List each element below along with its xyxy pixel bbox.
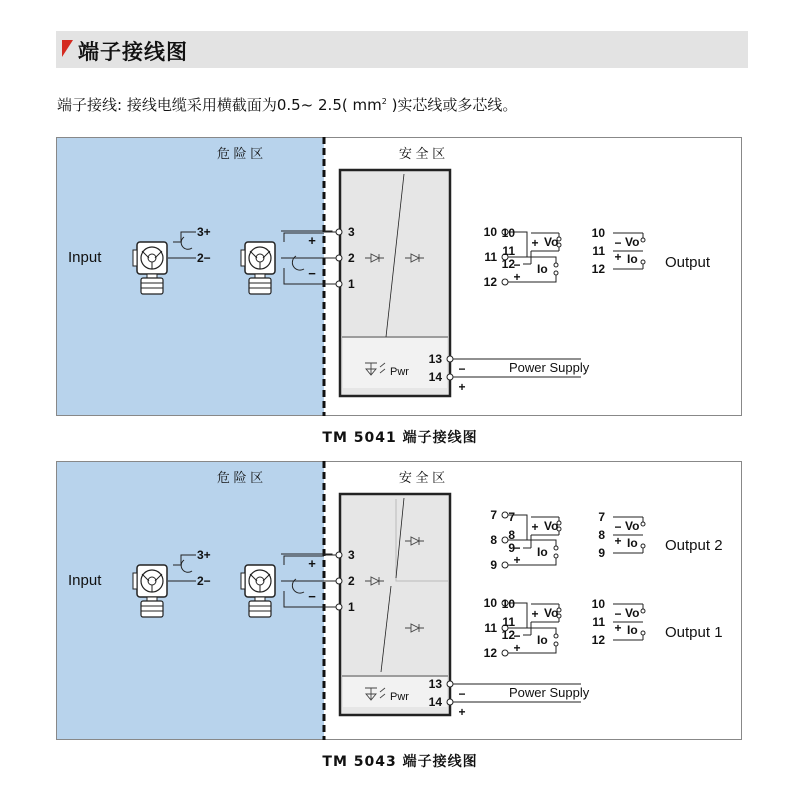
output-label: Output — [665, 254, 711, 271]
sensor-plus-label: 3+ — [197, 225, 211, 239]
power-terminal-label: 13 — [428, 352, 442, 366]
in-terminal-dot — [336, 281, 342, 287]
io-dot — [554, 271, 558, 275]
pwr-label: Pwr — [390, 691, 409, 703]
io-plus: + — [513, 641, 521, 655]
dual-terminal-label: 10 — [591, 597, 605, 611]
dual-terminal-label: 7 — [598, 510, 605, 524]
in-terminal-dot — [336, 229, 342, 235]
intro-superscript: 2 — [381, 97, 387, 106]
wiring-diagram-tm5043 — [56, 461, 742, 740]
power-terminal-label: 13 — [428, 677, 442, 691]
vo-terminal-label: 12 — [501, 257, 515, 271]
in-terminal-label: 1 — [348, 600, 355, 614]
vo-terminal-label: 9 — [508, 541, 515, 555]
vo-label: Vo — [544, 606, 559, 620]
transmitter-left-port — [133, 250, 137, 266]
input-label: Input — [68, 249, 102, 266]
loop-minus: − — [308, 266, 316, 281]
output-label: Output 1 — [665, 624, 723, 641]
io-dot — [554, 263, 558, 267]
vo-terminal-label: 11 — [502, 615, 515, 629]
vo-terminal-label: 10 — [501, 226, 515, 240]
dual-dot — [641, 260, 645, 264]
intro-text-after: )实芯线或多芯线。 — [386, 96, 518, 114]
transmitter-body — [141, 601, 163, 617]
vo-terminal-label: 12 — [501, 628, 515, 642]
vo-label: Vo — [544, 235, 559, 249]
intro-text — [57, 94, 517, 115]
dual-terminal-label: 12 — [591, 633, 605, 647]
in-terminal-dot — [336, 255, 342, 261]
power-terminal-dot — [447, 374, 453, 380]
out-terminal-label: 11 — [484, 250, 497, 264]
out-terminal-label: 10 — [483, 596, 497, 610]
dual-plus: + — [614, 250, 622, 264]
vo-plus-sign: + — [531, 236, 539, 250]
dual-terminal-label: 11 — [592, 244, 605, 258]
power-supply-label: Power Supply — [509, 360, 590, 375]
power-terminal-label: 14 — [428, 370, 442, 384]
dual-terminal-label: 11 — [592, 615, 605, 629]
dual-dot — [641, 522, 645, 526]
in-terminal-label: 3 — [348, 225, 355, 239]
io-label: Io — [537, 545, 548, 559]
dual-dot — [641, 609, 645, 613]
vo-plus-sign: + — [531, 607, 539, 621]
dual-terminal-label: 8 — [598, 528, 605, 542]
dual-terminal-label: 9 — [598, 546, 605, 560]
vo-terminal-label: 8 — [508, 528, 515, 542]
power-plus: + — [458, 705, 466, 719]
output-label: Output 2 — [665, 537, 723, 554]
dual-dot — [641, 544, 645, 548]
in-terminal-dot — [336, 552, 342, 558]
dual-dot — [641, 631, 645, 635]
dual-vo-label: Vo — [625, 235, 640, 249]
out-terminal-dot — [502, 279, 508, 285]
dual-minus: − — [614, 520, 622, 534]
dual-io-label: Io — [627, 623, 638, 637]
dual-io-label: Io — [627, 536, 638, 550]
sensor-minus-label: 2− — [197, 574, 211, 588]
power-terminal-dot — [447, 699, 453, 705]
out-terminal-label: 12 — [483, 646, 497, 660]
loop-plus: + — [308, 233, 316, 248]
pwr-label: Pwr — [390, 366, 409, 378]
safe-zone-label: 安 全 区 — [398, 146, 446, 161]
transmitter-left-port — [241, 250, 245, 266]
power-terminal-dot — [447, 681, 453, 687]
power-supply-label: Power Supply — [509, 685, 590, 700]
in-terminal-label: 2 — [348, 574, 355, 588]
dual-plus: + — [614, 621, 622, 635]
out-terminal-dot — [502, 650, 508, 656]
vo-terminal-label: 7 — [508, 510, 515, 524]
dual-terminal-label: 12 — [591, 262, 605, 276]
vo-terminal-label: 11 — [502, 244, 515, 258]
io-dot — [554, 546, 558, 550]
io-dot — [554, 554, 558, 558]
safe-zone-label: 安 全 区 — [398, 470, 446, 485]
dual-io-label: Io — [627, 252, 638, 266]
diagram-canvas — [56, 461, 742, 740]
section-title: 端子接线图 — [78, 40, 188, 64]
section-header — [56, 31, 748, 68]
transmitter-body — [141, 278, 163, 294]
dual-dot — [641, 238, 645, 242]
io-dot — [554, 642, 558, 646]
power-plus: + — [458, 380, 466, 394]
hazard-zone-label: 危 险 区 — [216, 470, 264, 485]
input-label: Input — [68, 572, 102, 589]
in-terminal-label: 3 — [348, 548, 355, 562]
diagram-caption-tm5043: TM 5043 端子接线图 — [322, 754, 478, 770]
dual-vo-label: Vo — [625, 606, 640, 620]
power-terminal-dot — [447, 356, 453, 362]
diagram-caption-tm5041: TM 5041 端子接线图 — [322, 430, 478, 446]
sensor-plus-label: 3+ — [197, 548, 211, 562]
dual-minus: − — [614, 236, 622, 250]
transmitter-left-port — [241, 573, 245, 589]
power-minus: − — [458, 687, 466, 701]
transmitter-body — [249, 278, 271, 294]
header-marker-icon — [62, 40, 73, 57]
diagram-canvas — [56, 137, 742, 416]
io-minus: − — [513, 541, 521, 555]
io-plus: + — [513, 553, 521, 567]
io-label: Io — [537, 633, 548, 647]
dual-minus: − — [614, 607, 622, 621]
in-terminal-label: 2 — [348, 251, 355, 265]
out-terminal-label: 7 — [490, 508, 497, 522]
io-label: Io — [537, 262, 548, 276]
loop-plus: + — [308, 556, 316, 571]
io-plus: + — [513, 270, 521, 284]
intro-text-before: 端子接线: 接线电缆采用横截面为0.5~ 2.5( mm — [57, 96, 382, 114]
power-terminal-label: 14 — [428, 695, 442, 709]
hazard-zone-label: 危 险 区 — [216, 146, 264, 161]
out-terminal-dot — [502, 562, 508, 568]
power-minus: − — [458, 362, 466, 376]
loop-minus: − — [308, 589, 316, 604]
in-terminal-dot — [336, 578, 342, 584]
io-minus: − — [513, 629, 521, 643]
in-terminal-label: 1 — [348, 277, 355, 291]
dual-plus: + — [614, 534, 622, 548]
in-terminal-dot — [336, 604, 342, 610]
out-terminal-label: 12 — [483, 275, 497, 289]
dual-terminal-label: 10 — [591, 226, 605, 240]
io-dot — [554, 634, 558, 638]
sensor-minus-label: 2− — [197, 251, 211, 265]
dual-vo-label: Vo — [625, 519, 640, 533]
vo-plus-sign: + — [531, 520, 539, 534]
out-terminal-label: 11 — [484, 621, 497, 635]
out-terminal-label: 9 — [490, 558, 497, 572]
io-minus: − — [513, 258, 521, 272]
vo-terminal-label: 10 — [501, 597, 515, 611]
out-terminal-label: 8 — [490, 533, 497, 547]
transmitter-body — [249, 601, 271, 617]
vo-label: Vo — [544, 519, 559, 533]
out-terminal-dot — [502, 537, 508, 543]
out-terminal-label: 10 — [483, 225, 497, 239]
wiring-diagram-tm5041 — [56, 137, 742, 416]
transmitter-left-port — [133, 573, 137, 589]
out-terminal-dot — [502, 512, 508, 518]
